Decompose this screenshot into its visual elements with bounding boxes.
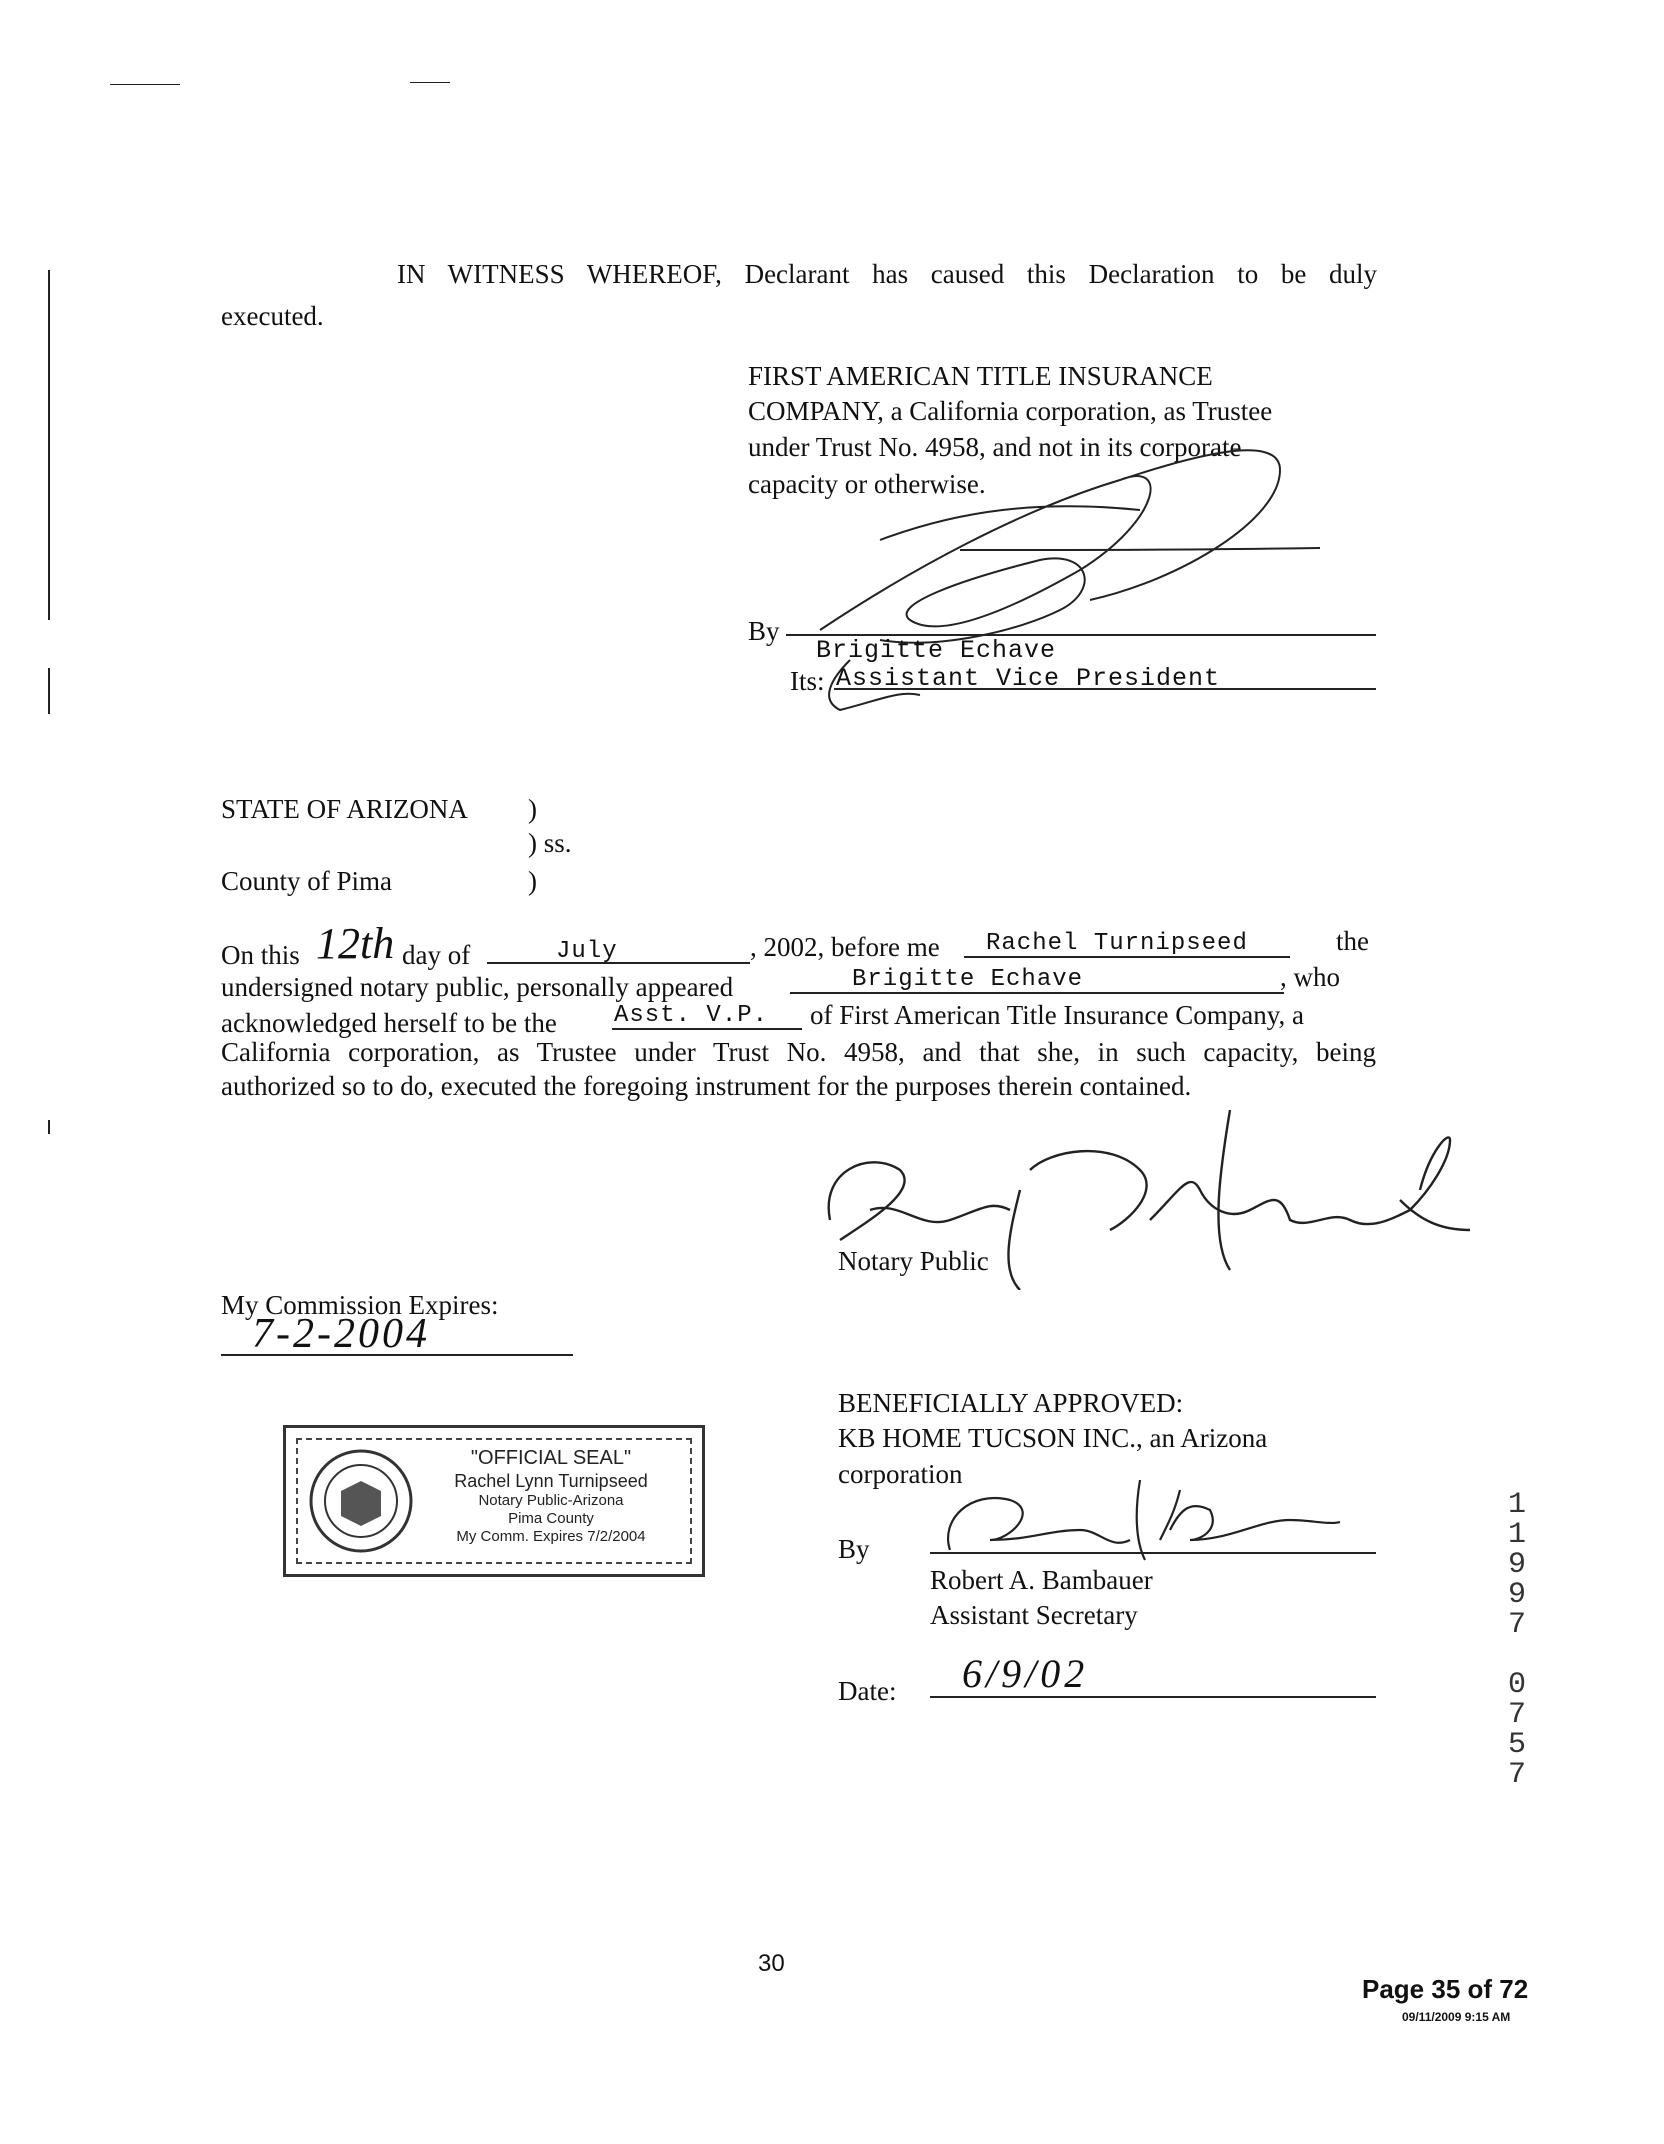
ack-the: the xyxy=(1336,926,1369,956)
commission-value: 7-2-2004 xyxy=(252,1311,430,1357)
notary-label: Notary Public xyxy=(838,1246,989,1276)
seal-line-2: Notary Public-Arizona xyxy=(478,1492,624,1509)
venue-state: STATE OF ARIZONA xyxy=(221,794,468,824)
ack-month-line xyxy=(487,962,750,964)
state-seal-icon xyxy=(306,1446,416,1556)
trustee-line-4: capacity or otherwise. xyxy=(748,469,986,499)
seal-text-block xyxy=(416,1446,686,1546)
approval-by-line xyxy=(930,1552,1376,1554)
scan-mark-left-1 xyxy=(48,270,50,620)
trustee-line-1: FIRST AMERICAN TITLE INSURANCE xyxy=(748,361,1213,391)
approval-name: Robert A. Bambauer xyxy=(930,1565,1153,1595)
ack-day-value: 12th xyxy=(316,919,395,968)
ack-year-text: , 2002, before me xyxy=(750,932,940,962)
footer-timestamp: 09/11/2009 9:15 AM xyxy=(1402,2010,1511,2024)
approval-company-2: corporation xyxy=(838,1459,963,1489)
stamp-digit: 9 xyxy=(1507,1548,1526,1582)
ack-line-4: California corporation, as Trustee under Trust No. 4958, and that she, in such capacity, being xyxy=(221,1037,1376,1067)
approval-title: Assistant Secretary xyxy=(930,1600,1138,1630)
page-of-label: Page 35 of 72 xyxy=(1362,1974,1529,2004)
ack-day-of: day of xyxy=(402,940,471,970)
commission-label: My Commission Expires: xyxy=(221,1290,499,1320)
ack-line-5: authorized so to do, executed the foregoing instrument for the purposes therein contained. xyxy=(221,1071,1192,1101)
stamp-digit: 5 xyxy=(1507,1728,1526,1762)
ack-title-value: Asst. V.P. xyxy=(614,1002,769,1029)
scan-mark-top-1 xyxy=(110,84,180,85)
ack-who: , who xyxy=(1280,962,1340,992)
ack-month-value: July xyxy=(556,938,618,965)
stamp-digit: 7 xyxy=(1507,1758,1526,1792)
witness-line-2: executed. xyxy=(221,301,324,331)
trustee-its-line xyxy=(834,688,1376,690)
venue-ss: ) ss. xyxy=(528,828,572,858)
stamp-digit: 1 xyxy=(1507,1488,1526,1522)
ack-notary-name: Rachel Turnipseed xyxy=(986,930,1248,957)
ack-line-3-end: of First American Title Insurance Company, a xyxy=(810,1000,1304,1030)
trustee-by-label: By xyxy=(748,616,780,646)
venue-paren-2: ) xyxy=(528,866,537,896)
approval-by-label: By xyxy=(838,1534,870,1564)
witness-line-1: IN WITNESS WHEREOF, Declarant has caused this Declaration to be duly xyxy=(397,259,1377,289)
stamp-digit: 7 xyxy=(1507,1698,1526,1732)
trustee-its-label: Its: xyxy=(790,666,825,696)
scan-mark-top-2 xyxy=(410,82,450,83)
official-seal xyxy=(283,1425,705,1577)
stamp-digit: 1 xyxy=(1507,1518,1526,1552)
trustee-line-2: COMPANY, a California corporation, as Trustee xyxy=(748,396,1273,426)
stamp-digit: 0 xyxy=(1507,1668,1526,1702)
ack-line-2: undersigned notary public, personally appeared xyxy=(221,972,734,1002)
seal-line-4: My Comm. Expires 7/2/2004 xyxy=(456,1528,646,1545)
approval-date-value: 6/9/02 xyxy=(962,1651,1089,1696)
seal-name: Rachel Lynn Turnipseed xyxy=(454,1471,648,1491)
trustee-signer-title: Assistant Vice President xyxy=(836,664,1221,693)
stamp-digit: 9 xyxy=(1507,1578,1526,1612)
ack-on-this: On this xyxy=(221,940,300,970)
approval-date-label: Date: xyxy=(838,1676,897,1706)
venue-county: County of Pima xyxy=(221,866,393,896)
approval-date-line xyxy=(930,1696,1376,1698)
page-number: 30 xyxy=(758,1950,785,1977)
trustee-signer-name: Brigitte Echave xyxy=(816,636,1057,665)
ack-appeared-name: Brigitte Echave xyxy=(852,966,1084,993)
scan-mark-left-3 xyxy=(48,1120,50,1134)
seal-line-3: Pima County xyxy=(508,1510,594,1527)
recording-stamp xyxy=(1502,1490,1532,1790)
ack-line-3-start: acknowledged herself to be the xyxy=(221,1008,557,1038)
trustee-line-3: under Trust No. 4958, and not in its corporate xyxy=(748,432,1242,462)
venue-paren-1: ) xyxy=(528,794,537,824)
scan-mark-left-2 xyxy=(48,668,50,714)
stamp-digit: 7 xyxy=(1507,1608,1526,1642)
approval-heading: BENEFICIALLY APPROVED: xyxy=(838,1388,1184,1418)
seal-title: "OFFICIAL SEAL" xyxy=(470,1447,632,1469)
commission-line xyxy=(221,1354,573,1356)
approval-company: KB HOME TUCSON INC., an Arizona xyxy=(838,1423,1268,1453)
